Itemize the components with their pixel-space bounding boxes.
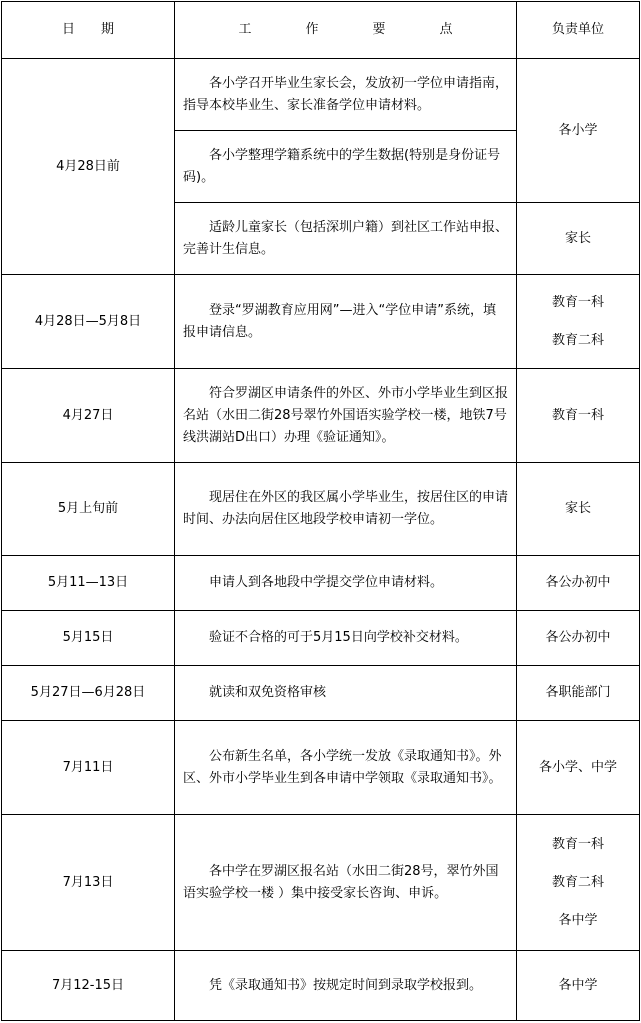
- unit-cell: 教育一科 教育二科: [517, 275, 640, 369]
- task-cell: 各中学在罗湖区报名站（水田二街28号，翠竹外国语实验学校一楼 ）集中接受家长咨询、申诉。: [175, 815, 517, 951]
- table-row: [2, 59, 640, 131]
- table-row: [2, 275, 640, 369]
- date-cell: 4月28日前: [2, 59, 175, 275]
- task-cell: 现居住在外区的我区属小学毕业生，按居住区的申请时间、办法向居住区地段学校申请初一学位。: [175, 463, 517, 556]
- unit-cell: 各公办初中: [517, 556, 640, 611]
- task-cell: 就读和双免资格审核: [175, 666, 517, 721]
- date-cell: 4月27日: [2, 369, 175, 463]
- date-cell: 7月12-15日: [2, 951, 175, 1021]
- admission-schedule-table: [1, 1, 640, 1021]
- task-cell: 登录“罗湖教育应用网”—进入“学位申请”系统，填报申请信息。: [175, 275, 517, 369]
- date-cell: 5月上旬前: [2, 463, 175, 556]
- date-cell: 5月11—13日: [2, 556, 175, 611]
- task-cell: 凭《录取通知书》按规定时间到录取学校报到。: [175, 951, 517, 1021]
- task-cell: 申请人到各地段中学提交学位申请材料。: [175, 556, 517, 611]
- table-row: [2, 611, 640, 666]
- date-cell: 5月15日: [2, 611, 175, 666]
- table-row: [2, 369, 640, 463]
- unit-cell: 各职能部门: [517, 666, 640, 721]
- task-cell: 各小学整理学籍系统中的学生数据(特别是身份证号码)。: [175, 131, 517, 203]
- table-row: [2, 463, 640, 556]
- header-date: 日期: [2, 2, 175, 59]
- unit-cell: 家长: [517, 463, 640, 556]
- task-cell: 各小学召开毕业生家长会，发放初一学位申请指南，指导本校毕业生、家长准备学位申请材料。: [175, 59, 517, 131]
- unit-cell: 各公办初中: [517, 611, 640, 666]
- unit-cell: 各小学: [517, 59, 640, 203]
- table-row: [2, 815, 640, 951]
- date-cell: 7月11日: [2, 721, 175, 815]
- unit-cell: 教育一科: [517, 369, 640, 463]
- table-row: [2, 666, 640, 721]
- table-row: [2, 556, 640, 611]
- task-cell: 公布新生名单，各小学统一发放《录取通知书》。外区、外市小学毕业生到各申请中学领取《录取通知书》。: [175, 721, 517, 815]
- unit-cell: 家长: [517, 203, 640, 275]
- unit-cell: 各小学、中学: [517, 721, 640, 815]
- task-cell: 符合罗湖区申请条件的外区、外市小学毕业生到区报名站（水田二街28号翠竹外国语实验学校一楼，地铁7号线洪湖站D出口）办理《验证通知》。: [175, 369, 517, 463]
- date-cell: 7月13日: [2, 815, 175, 951]
- unit-cell: 教育一科 教育二科 各中学: [517, 815, 640, 951]
- date-cell: 5月27日—6月28日: [2, 666, 175, 721]
- task-cell: 适龄儿童家长（包括深圳户籍）到社区工作站申报、完善计生信息。: [175, 203, 517, 275]
- unit-cell: 各中学: [517, 951, 640, 1021]
- header-task: 工作要点: [175, 2, 517, 59]
- date-cell: 4月28日—5月8日: [2, 275, 175, 369]
- table-row: [2, 951, 640, 1021]
- task-cell: 验证不合格的可于5月15日向学校补交材料。: [175, 611, 517, 666]
- header-row: [2, 2, 640, 59]
- table-row: [2, 721, 640, 815]
- header-unit: 负责单位: [517, 2, 640, 59]
